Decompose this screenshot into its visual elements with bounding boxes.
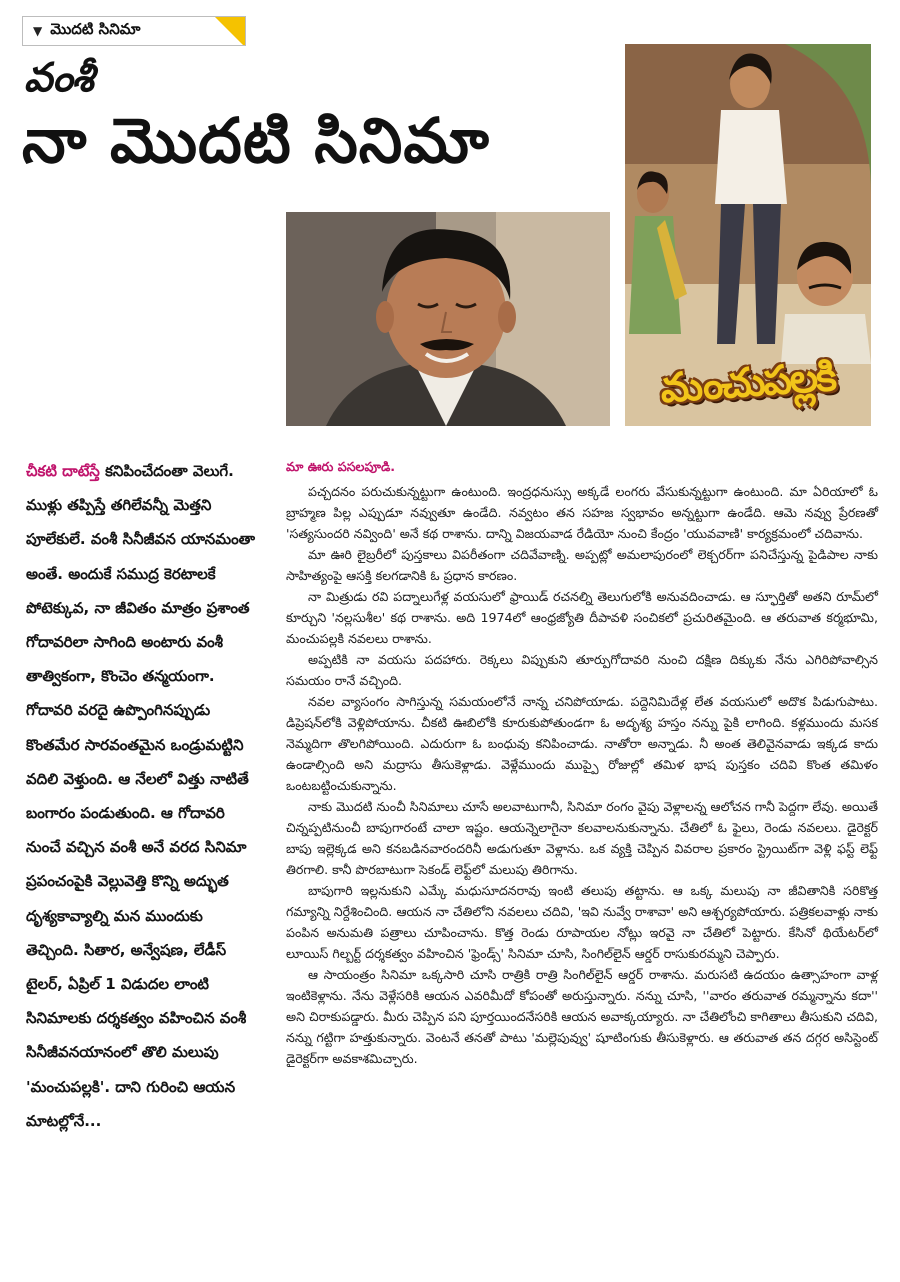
- intro-text: కనిపించేదంతా వెలుగే. ముళ్లు తప్పిస్తే తగిలేవన్నీ మెత్తని పూలేకులే. వంశీ సినీజీవన యానమంతా అంతే. అందుకే సముద్ర కెరటాలకే పోటెక్కువ, నా జీవితం మాత్రం ప్రశాంత గోదావరిలా సాగింది అంటారు వంశీ తాత్వికంగా, కొంచెం తన్మయంగా. గోదావరి వరదై ఉప్పొంగినప్పుడు కొంతమేర సారవంతమైన ఒండ్రుమట్టిని వదిలి వెళ్తుంది. ఆ నేలలో విత్తు నాటితే బంగారం పండుతుంది. ఆ గోదావరి నుంచే వచ్చిన వంశీ అనే వరద సినిమా ప్రపంచంపైకి వెల్లువెత్తి కొన్ని అద్భుత దృశ్యకావ్యాల్ని మన ముందుకు తెచ్చింది. సితార, అన్వేషణ, లేడీస్ టైలర్, ఏప్రిల్ 1 విడుదల లాంటి సినిమాలకు దర్శకత్వం వహించిన వంశీ సినీజీవనయానంలో తొలి మలుపు 'మంచుపల్లకి'. దాని గురించి ఆయన మాటల్లోనే...: [26, 462, 256, 1130]
- body-paragraph: బాపుగారి ఇల్లనుకుని ఎమ్కే మధుసూదనరావు ఇంటి తలుపు తట్టాను. ఆ ఒక్క మలుపు నా జీవితానికి సరికొత్త గమ్యాన్ని నిర్దేశించింది. ఆయన నా చేతిలోని నవలలు చదివి, 'ఇవి నువ్వే రాశావా' అని ఆశ్చర్యపోయారు. పత్రికలవాళ్లు నాకు పంపిన అనుమతి పత్రాలు చూపించాను. కొత్త రెండు రూపాయల నోట్లు ఇరవై నా చేతిలో పెట్టారు. కేసినో థియేటర్‌లో లూయిస్ గిల్బర్ట్ దర్శకత్వం వహించిన 'ఫ్రెండ్స్' సినిమా చూసి, సింగిల్‌లైన్ ఆర్డర్ రాసుకురమ్మని చెప్పారు.: [286, 883, 878, 961]
- body-paragraph: నవల వ్యాసంగం సాగిస్తున్న సమయంలోనే నాన్న చనిపోయాడు. పద్దెనిమిదేళ్ల లేత వయసులో అదొక పిడుగుపాటు. డిప్రెషన్‌లోకి వెళ్లిపోయాను. చీకటి ఊబిలోకి కూరుకుపోతుండగా ఓ అదృశ్య హస్తం నన్ను పైకి లాగింది. కళ్లముందు మసక నెమ్మదిగా తొలగిపోయింది. ఎదురుగా ఓ బంధువు కనిపించాడు. నాతోరా అన్నాడు. నీ అంత తెలివైనవాడు ఇక్కడ కాదు ఉండాల్సింది అని మద్రాసు తీసుకెళ్లాడు. వెళ్లేముందు ముప్పై రోజుల్లో తమిళ భాష పుస్తకం చదివి కొంత తమిళం ఒంటబట్టించుకున్నాను.: [286, 694, 878, 793]
- body-paragraph: మా ఊరి లైబ్రరీలో పుస్తకాలు విపరీతంగా చదివేవాణ్ని. అప్పట్లో అమలాపురంలో లెక్చరర్‌గా పనిచేస్తున్న పైడిపాల నాకు సాహిత్యంపై ఆసక్తి కలగడానికి ఓ ప్రధాన కారణం.: [286, 547, 878, 583]
- body-paragraph: అప్పటికి నా వయసు పదహారు. రెక్కలు విప్పుకుని తూర్పుగోదావరి నుంచి దక్షిణ దిక్కుకు నేను ఎగిరిపోవాల్సిన సమయం రానే వచ్చింది.: [286, 652, 878, 688]
- section-tag-label: మొదటి సినిమా: [50, 20, 141, 38]
- headline: నా మొదటి సినిమా: [22, 104, 490, 177]
- body-paragraph: నా మిత్రుడు రవి పద్నాలుగేళ్ల వయసులో ఫ్రాయిడ్ రచనల్ని తెలుగులోకి అనువదించాడు. ఆ స్ఫూర్తితో అతని రూమ్‌లో కూర్చుని 'నల్లసుశీల' కథ రాశాను. అది 1974లో ఆంధ్రజ్యోతి దీపావళి సంచికలో ప్రచురితమైంది. ఆ తరువాత కర్మభూమి, మంచుపల్లకి నవలలు రాశాను.: [286, 589, 878, 646]
- poster-title: మంచుపల్లకి: [658, 352, 837, 413]
- section-tag-corner: [215, 17, 245, 46]
- body-paragraph: ఆ సాయంత్రం సినిమా ఒక్కసారి చూసి రాత్రికి రాత్రి సింగిల్‌లైన్ ఆర్డర్ రాశాను. మరుసటి ఉదయం ఉత్సాహంగా వాళ్ల ఇంటికెళ్లాను. నేను వెళ్లేసరికి ఆయన ఎవరిమీదో కోపంతో అరుస్తున్నారు. నన్ను చూసి, ''వారం తరువాత రమ్మన్నాను కదా'' అని చిరాకుపడ్డారు. మీరు చెప్పిన పని పూర్తయిందనేసరికి ఆయన అవాక్కయ్యారు. నా చేతిలోంచి కాగితాలు తీసుకుని చదివి, నన్ను గట్టిగా హత్తుకున్నారు. వెంటనే తనతో పాటు 'మల్లెపువ్వు' షూటింగుకు తీసుకెళ్లారు. ఆ తరువాత తన దగ్గర అసిస్టెంట్ డైరెక్టర్‌గా అవకాశమిచ్చారు.: [286, 967, 878, 1066]
- author-name: వంశీ: [24, 54, 93, 101]
- section-tag: [22, 16, 246, 46]
- intro-lead-in: చీకటి దాటేస్తే: [26, 462, 100, 480]
- article-body: [286, 456, 878, 1069]
- location-line: మా ఊరు పసలపూడి.: [286, 459, 396, 474]
- triangle-down-icon: ▼: [33, 24, 43, 38]
- author-portrait-illustration: [286, 212, 610, 426]
- author-photo: [286, 212, 610, 426]
- body-paragraph: పచ్చదనం పరుచుకున్నట్టుగా ఉంటుంది. ఇంద్రధనుస్సు అక్కడే లంగరు వేసుకున్నట్టుగా ఉంటుంది. మా ఏరియాలో ఓ బ్రాహ్మణ పిల్ల ఎప్పుడూ నవ్వుతూ ఉండేది. నవ్వటం తన సహజ స్వభావం అన్నట్టుగా ఉండేది. ఆమె నవ్వు ప్రేరణతో 'సత్యసుందరి నవ్వింది' అనే కథ రాశాను. దాన్ని విజయవాడ రేడియో నుంచి కేంద్రం 'యువవాణి' కార్యక్రమంలో చదివాను.: [286, 484, 878, 541]
- body-paragraph: నాకు మొదటి నుంచీ సినిమాలు చూసే అలవాటుగానీ, సినిమా రంగం వైపు వెళ్లాలన్న ఆలోచన గానీ పెద్దగా లేవు. అయితే చిన్నప్పటినుంచీ బాపుగారంటే చాలా ఇష్టం. ఆయన్నెలాగైనా కలవాలనుకున్నాను. చేతిలో ఓ ఫైలు, రెండు నవలలు. డైరెక్టర్ బాపు ఇల్లెక్కడ అని కనబడినవారందరినీ అడుగుతూ వెళ్లాను. ఒక వ్యక్తి చెప్పిన వివరాల ప్రకారం స్ట్రెయిట్‌గా వెళ్లి ఫస్ట్ లెఫ్ట్ తిరగాలి. కానీ పొరబాటుగా సెకండ్ లెఫ్ట్‌లో మలుపు తిరిగాను.: [286, 799, 878, 877]
- intro-column: [26, 454, 258, 1138]
- movie-poster: [625, 44, 871, 426]
